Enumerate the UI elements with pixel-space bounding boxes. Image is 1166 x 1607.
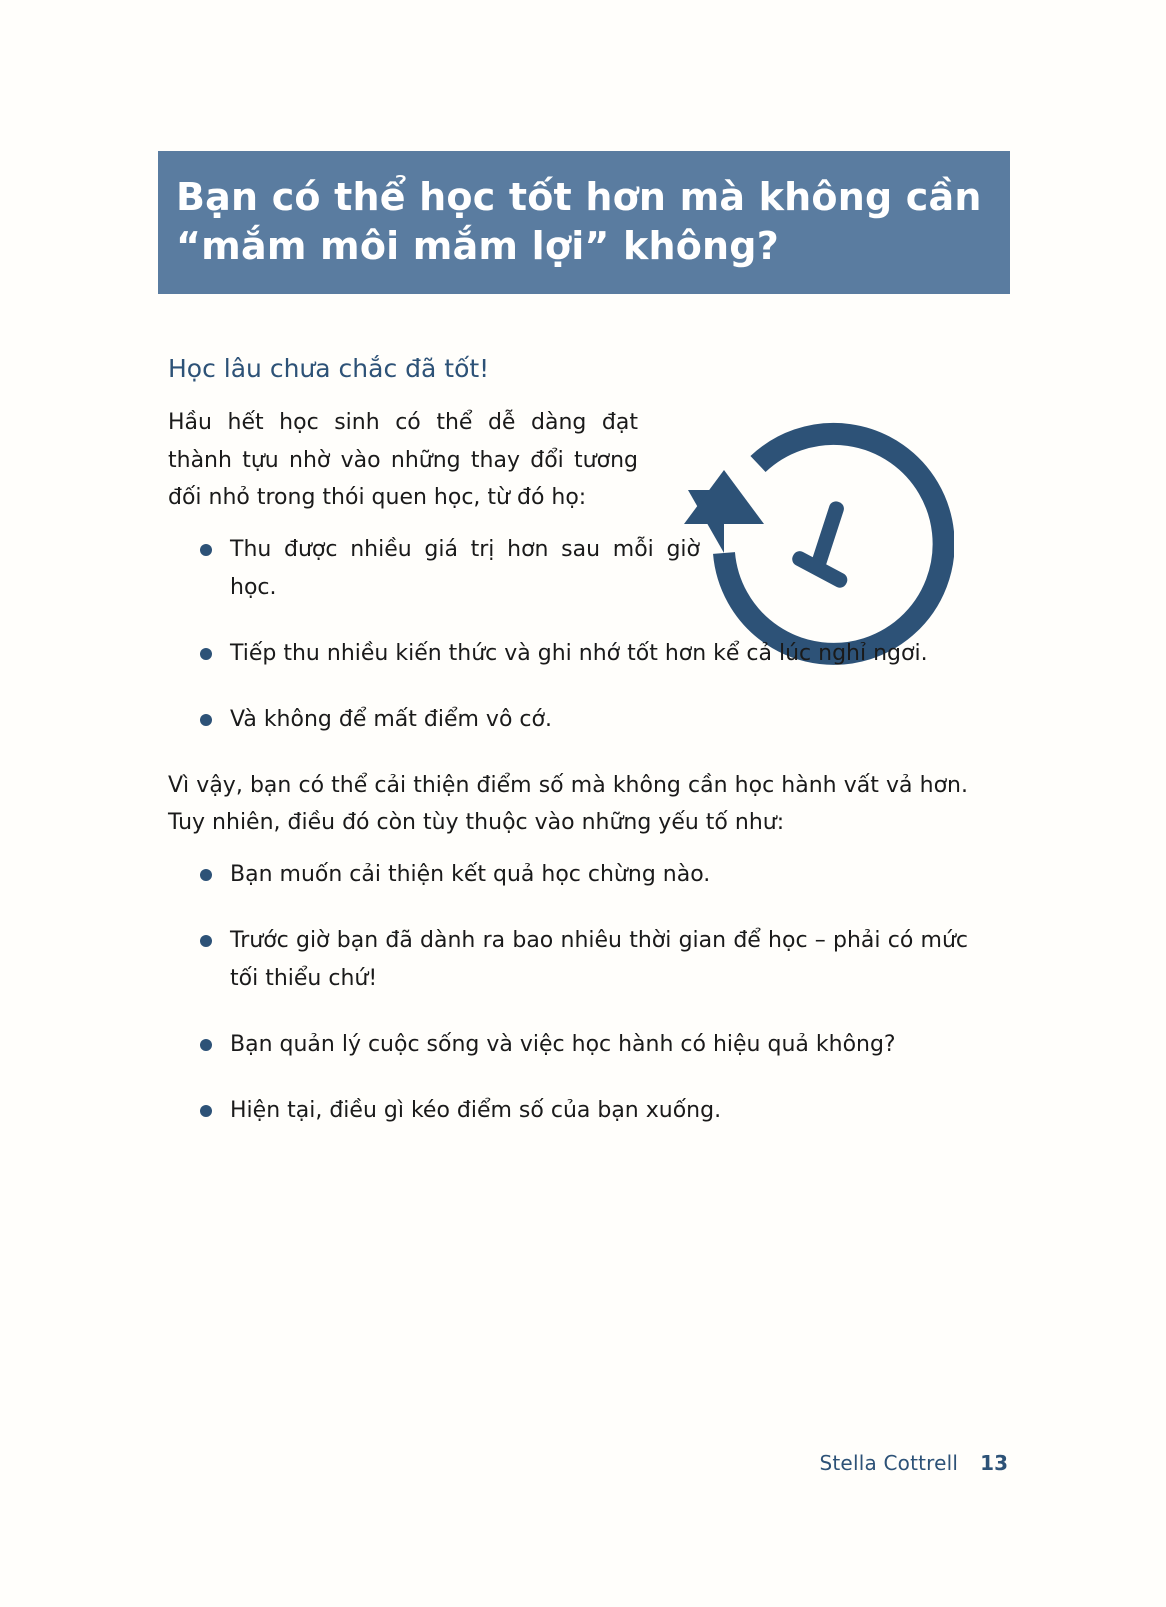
- list-item: [168, 635, 968, 673]
- intro-paragraph: Hầu hết học sinh có thể dễ dàng đạt thành tựu nhờ vào những thay đổi tương đối nhỏ trong thói quen học, từ đó họ:: [168, 409, 638, 511]
- footer-author: Stella Cottrell: [819, 1451, 959, 1475]
- factors-list: [168, 856, 968, 1129]
- list-item-text: Bạn muốn cải thiện kết quả học chừng nào.: [230, 862, 711, 888]
- benefits-list: [168, 531, 968, 738]
- list-item-text: Hiện tại, điều gì kéo điểm số của bạn xuống.: [230, 1097, 722, 1123]
- list-item: [168, 856, 968, 894]
- bullet-dot-icon: [200, 935, 212, 947]
- title-banner: [158, 151, 1010, 294]
- middle-paragraph: Vì vậy, bạn có thể cải thiện điểm số mà không cần học hành vất vả hơn. Tuy nhiên, điều đó còn tùy thuộc vào những yếu tố như:: [168, 772, 968, 836]
- bullet-dot-icon: [200, 1039, 212, 1051]
- list-item-text: Trước giờ bạn đã dành ra bao nhiêu thời gian để học – phải có mức tối thiểu chứ!: [230, 928, 968, 991]
- page-content: [168, 352, 968, 1157]
- bullet-dot-icon: [200, 714, 212, 726]
- bullet-dot-icon: [200, 869, 212, 881]
- list-item: [168, 1026, 968, 1064]
- list-item-text: Thu được nhiều giá trị hơn sau mỗi giờ học.: [230, 537, 700, 601]
- section-subheading: Học lâu chưa chắc đã tốt!: [168, 354, 490, 383]
- list-item-text: Và không để mất điểm vô cớ.: [230, 706, 552, 732]
- list-item-text: Bạn quản lý cuộc sống và việc học hành có hiệu quả không?: [230, 1031, 896, 1057]
- list-item: [168, 701, 968, 739]
- list-item-text: Tiếp thu nhiều kiến thức và ghi nhớ tốt hơn kể cả lúc nghỉ ngơi.: [230, 640, 928, 666]
- bullet-dot-icon: [200, 648, 212, 660]
- page-footer: [820, 1451, 1009, 1475]
- page-title: Bạn có thể học tốt hơn mà không cần “mắm môi mắm lợi” không?: [176, 175, 982, 268]
- bullet-dot-icon: [200, 544, 212, 556]
- list-item: [168, 922, 968, 998]
- page-number: 13: [980, 1451, 1008, 1475]
- bullet-dot-icon: [200, 1105, 212, 1117]
- list-item: [168, 1092, 968, 1130]
- list-item: [168, 531, 700, 607]
